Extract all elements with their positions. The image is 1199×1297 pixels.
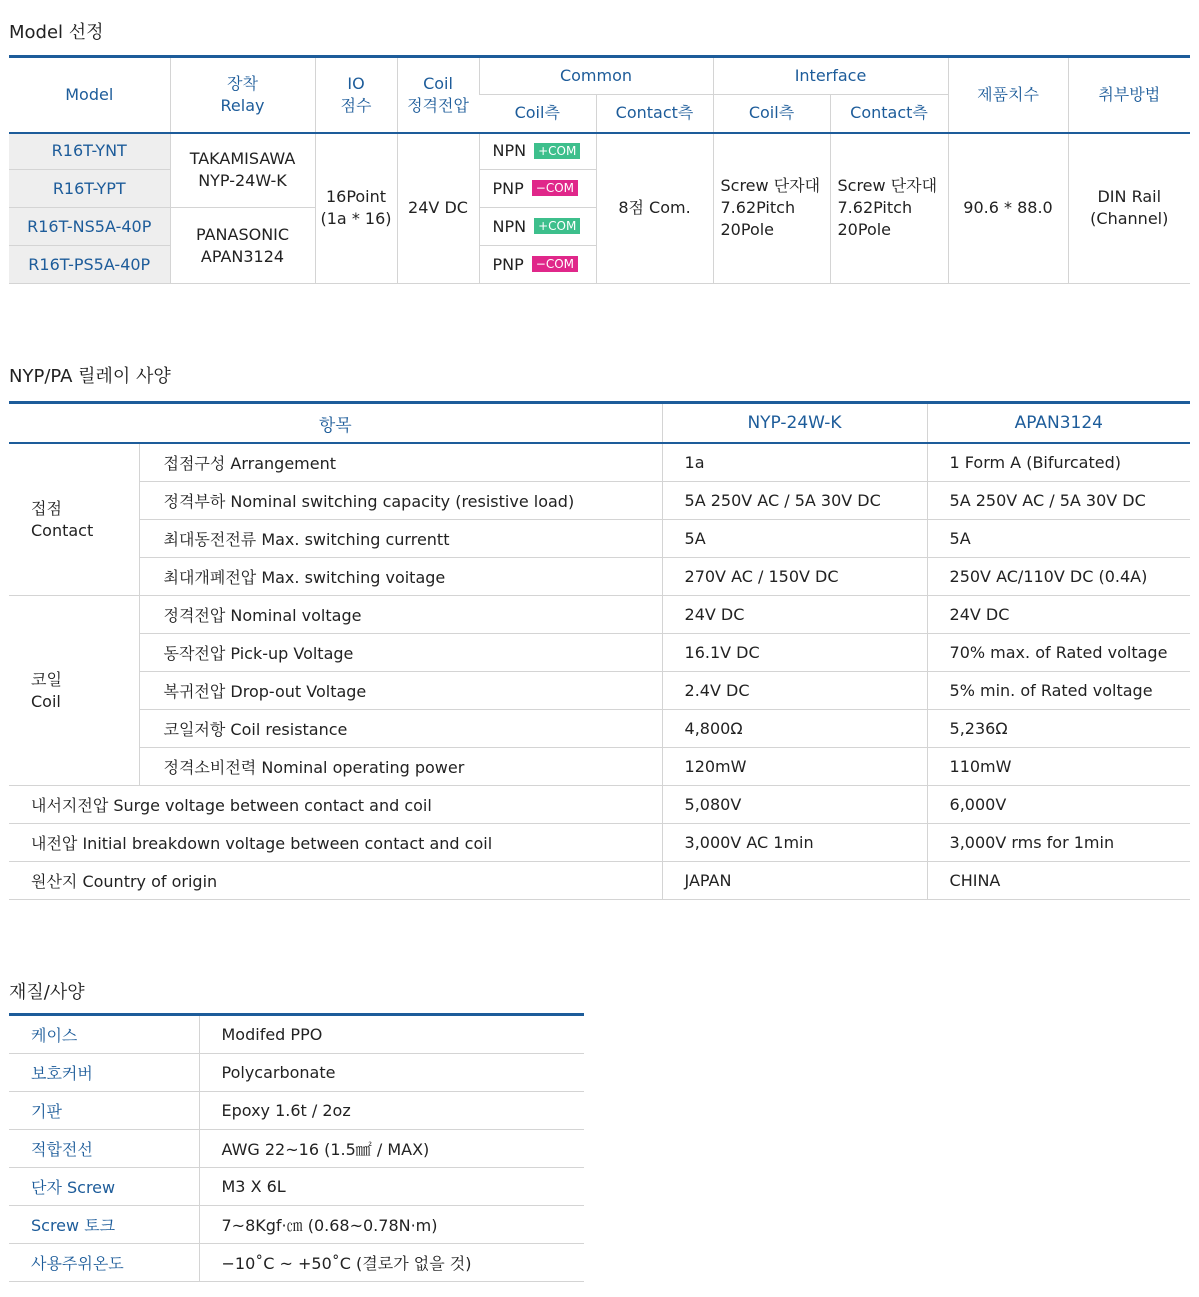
group-coil: 코일 Coil bbox=[9, 596, 139, 786]
spec-item: 정격소비전력 Nominal operating power bbox=[139, 748, 662, 786]
model-cell: R16T-NS5A-40P bbox=[9, 208, 170, 246]
material-value: 7~8Kgf·㎝ (0.68~0.78N·m) bbox=[199, 1206, 584, 1244]
header-mount: 취부방법 bbox=[1068, 57, 1190, 133]
material-key: 보호커버 bbox=[9, 1054, 199, 1092]
material-key: 단자 Screw bbox=[9, 1168, 199, 1206]
material-key: Screw 토크 bbox=[9, 1206, 199, 1244]
material-key: 케이스 bbox=[9, 1015, 199, 1054]
header-interface: Interface bbox=[713, 57, 948, 95]
spec-value-nyp: 5A 250V AC / 5A 30V DC bbox=[662, 482, 927, 520]
spec-value-nyp: 4,800Ω bbox=[662, 710, 927, 748]
relay-cell: TAKAMISAWA NYP-24W-K bbox=[170, 133, 315, 208]
com-badge: +COM bbox=[534, 143, 580, 159]
spec-value-nyp: 120mW bbox=[662, 748, 927, 786]
spec-item: 내서지전압 Surge voltage between contact and coil bbox=[9, 786, 662, 824]
header-model: Model bbox=[9, 57, 170, 133]
spec-item: 접점구성 Arrangement bbox=[139, 443, 662, 482]
polarity-cell: PNP −COM bbox=[479, 170, 596, 208]
io-cell: 16Point (1a * 16) bbox=[315, 133, 397, 284]
relay-cell: PANASONIC APAN3124 bbox=[170, 208, 315, 284]
model-cell: R16T-PS5A-40P bbox=[9, 246, 170, 284]
material-value: AWG 22~16 (1.5㎟ / MAX) bbox=[199, 1130, 584, 1168]
spec-value-apan: 110mW bbox=[927, 748, 1190, 786]
spec-value-nyp: 24V DC bbox=[662, 596, 927, 634]
header-io: IO 점수 bbox=[315, 57, 397, 133]
spec-value-apan: 3,000V rms for 1min bbox=[927, 824, 1190, 862]
com-badge: −COM bbox=[532, 180, 578, 196]
spec-value-nyp: 270V AC / 150V DC bbox=[662, 558, 927, 596]
spec-value-nyp: 1a bbox=[662, 443, 927, 482]
group-contact: 접점 Contact bbox=[9, 443, 139, 596]
polarity-cell: NPN +COM bbox=[479, 133, 596, 170]
header-common-contact: Contact측 bbox=[596, 95, 713, 133]
material-value: Epoxy 1.6t / 2oz bbox=[199, 1092, 584, 1130]
polarity-cell: PNP −COM bbox=[479, 246, 596, 284]
material-value: Modifed PPO bbox=[199, 1015, 584, 1054]
spec-value-apan: 5A bbox=[927, 520, 1190, 558]
model-cell: R16T-YNT bbox=[9, 133, 170, 170]
spec-value-nyp: 16.1V DC bbox=[662, 634, 927, 672]
material-key: 사용주위온도 bbox=[9, 1244, 199, 1282]
spec-item: 최대동전전류 Max. switching currentt bbox=[139, 520, 662, 558]
model-cell: R16T-YPT bbox=[9, 170, 170, 208]
spec-value-apan: 5% min. of Rated voltage bbox=[927, 672, 1190, 710]
header-nyp: NYP-24W-K bbox=[662, 403, 927, 444]
interface-coil-cell: Screw 단자대 7.62Pitch 20Pole bbox=[713, 133, 830, 284]
header-item: 항목 bbox=[9, 403, 662, 444]
spec-value-apan: 250V AC/110V DC (0.4A) bbox=[927, 558, 1190, 596]
header-interface-contact: Contact측 bbox=[830, 95, 948, 133]
polarity-cell: NPN +COM bbox=[479, 208, 596, 246]
spec-item: 정격부하 Nominal switching capacity (resistive load) bbox=[139, 482, 662, 520]
spec-value-nyp: 5A bbox=[662, 520, 927, 558]
spec-value-apan: 5,236Ω bbox=[927, 710, 1190, 748]
header-common-coil: Coil측 bbox=[479, 95, 596, 133]
spec-value-apan: 70% max. of Rated voltage bbox=[927, 634, 1190, 672]
section-title-material: 재질/사양 bbox=[9, 982, 85, 1003]
material-spec-table bbox=[9, 1013, 584, 1282]
spec-item: 내전압 Initial breakdown voltage between contact and coil bbox=[9, 824, 662, 862]
spec-item: 정격전압 Nominal voltage bbox=[139, 596, 662, 634]
mount-cell: DIN Rail (Channel) bbox=[1068, 133, 1190, 284]
coil-voltage-cell: 24V DC bbox=[397, 133, 479, 284]
spec-item: 동작전압 Pick-up Voltage bbox=[139, 634, 662, 672]
header-relay: 장착 Relay bbox=[170, 57, 315, 133]
header-apan: APAN3124 bbox=[927, 403, 1190, 444]
interface-contact-cell: Screw 단자대 7.62Pitch 20Pole bbox=[830, 133, 948, 284]
com-badge: +COM bbox=[534, 218, 580, 234]
com-badge: −COM bbox=[532, 256, 578, 272]
spec-value-apan: CHINA bbox=[927, 862, 1190, 900]
spec-item: 코일저항 Coil resistance bbox=[139, 710, 662, 748]
spec-value-nyp: 3,000V AC 1min bbox=[662, 824, 927, 862]
header-coil-voltage: Coil 정격전압 bbox=[397, 57, 479, 133]
header-size: 제품치수 bbox=[948, 57, 1068, 133]
material-value: M3 X 6L bbox=[199, 1168, 584, 1206]
common-contact-cell: 8점 Com. bbox=[596, 133, 713, 284]
spec-item: 원산지 Country of origin bbox=[9, 862, 662, 900]
spec-value-apan: 6,000V bbox=[927, 786, 1190, 824]
spec-value-nyp: JAPAN bbox=[662, 862, 927, 900]
spec-value-apan: 1 Form A (Bifurcated) bbox=[927, 443, 1190, 482]
header-common: Common bbox=[479, 57, 713, 95]
spec-value-nyp: 2.4V DC bbox=[662, 672, 927, 710]
material-value: −10˚C ~ +50˚C (결로가 없을 것) bbox=[199, 1244, 584, 1282]
spec-item: 복귀전압 Drop-out Voltage bbox=[139, 672, 662, 710]
section-title-model: Model 선정 bbox=[9, 22, 104, 43]
model-selection-table bbox=[9, 55, 1190, 284]
material-key: 기판 bbox=[9, 1092, 199, 1130]
spec-value-apan: 24V DC bbox=[927, 596, 1190, 634]
section-title-relay-spec: NYP/PA 릴레이 사양 bbox=[9, 366, 171, 387]
spec-value-apan: 5A 250V AC / 5A 30V DC bbox=[927, 482, 1190, 520]
material-value: Polycarbonate bbox=[199, 1054, 584, 1092]
header-interface-coil: Coil측 bbox=[713, 95, 830, 133]
relay-spec-table bbox=[9, 401, 1190, 900]
size-cell: 90.6 * 88.0 bbox=[948, 133, 1068, 284]
material-key: 적합전선 bbox=[9, 1130, 199, 1168]
spec-item: 최대개폐전압 Max. switching voitage bbox=[139, 558, 662, 596]
spec-value-nyp: 5,080V bbox=[662, 786, 927, 824]
